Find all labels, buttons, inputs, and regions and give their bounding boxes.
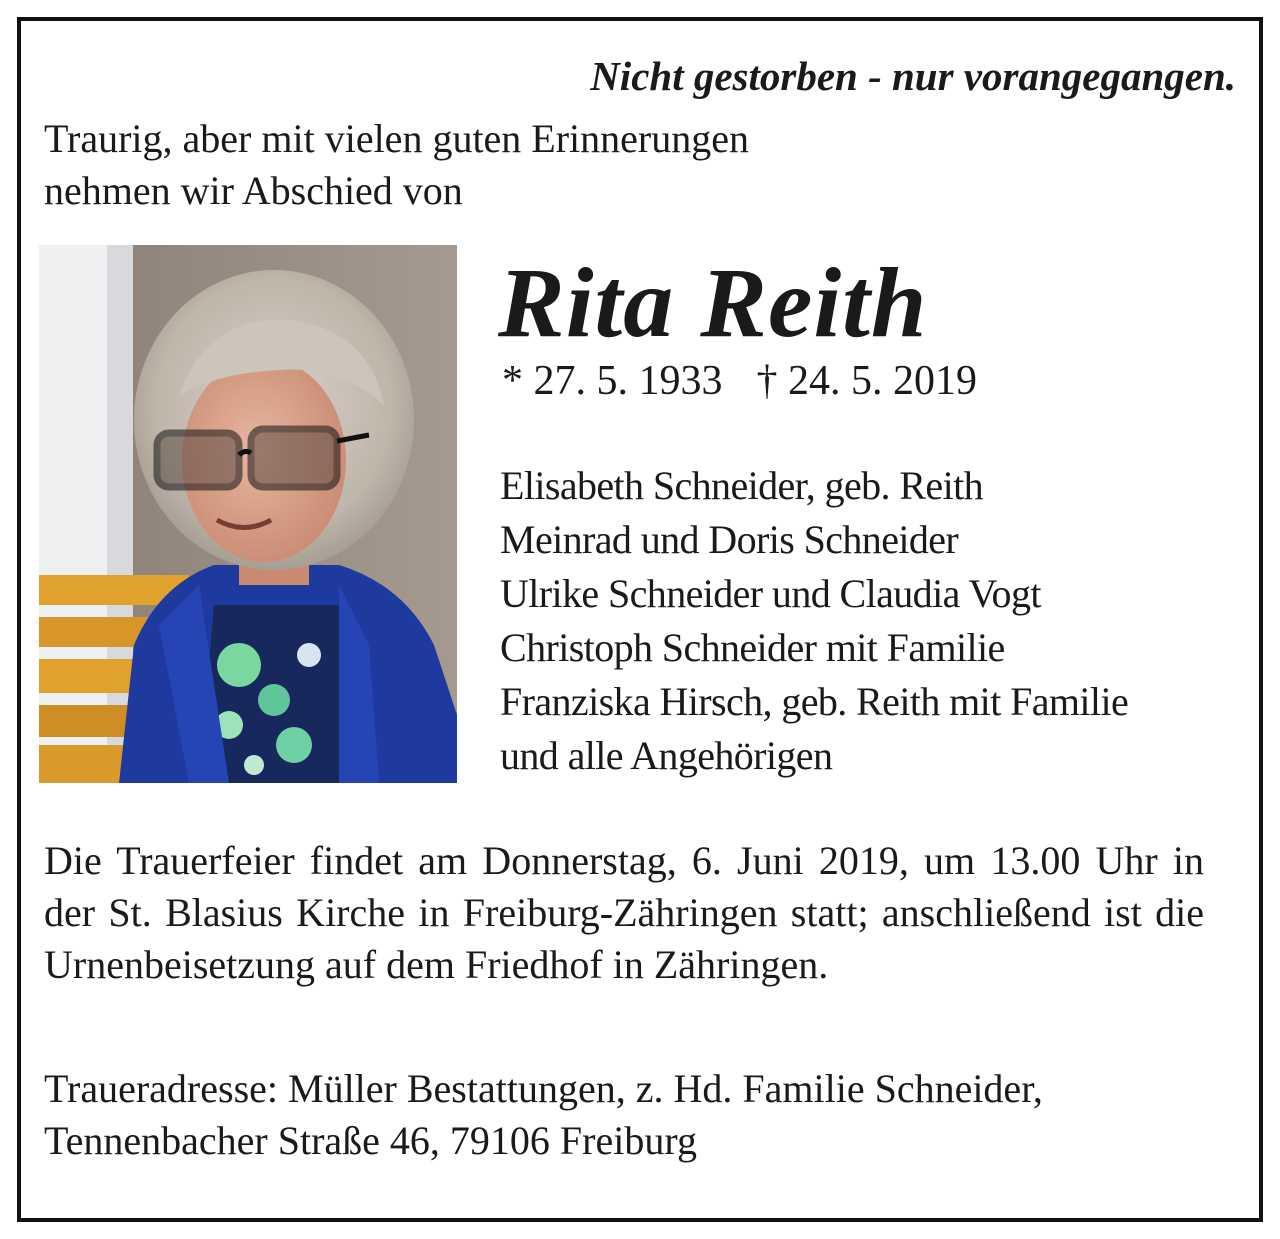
intro-line: Traurig, aber mit vielen guten Erinnerungen bbox=[44, 116, 749, 161]
mourner-line: Christoph Schneider mit Familie bbox=[500, 625, 1005, 670]
death-date: † 24. 5. 2019 bbox=[756, 358, 977, 404]
mourner-line: Meinrad und Doris Schneider bbox=[500, 517, 959, 562]
mourners-list bbox=[500, 459, 1128, 783]
intro-line: nehmen wir Abschied von bbox=[44, 168, 463, 213]
mourner-line: Ulrike Schneider und Claudia Vogt bbox=[500, 571, 1041, 616]
intro-text bbox=[44, 113, 749, 217]
address-line: Traueradresse: Müller Bestattungen, z. Hd. Familie Schneider, bbox=[44, 1066, 1043, 1111]
birth-date: * 27. 5. 1933 bbox=[502, 358, 723, 404]
life-dates bbox=[502, 356, 977, 406]
portrait-photo bbox=[39, 245, 457, 783]
motto: Nicht gestorben - nur vorangegangen. bbox=[590, 53, 1236, 99]
address-line: Tennenbacher Straße 46, 79106 Freiburg bbox=[44, 1118, 697, 1163]
mourner-line: Elisabeth Schneider, geb. Reith bbox=[500, 463, 984, 508]
mourning-address bbox=[44, 1063, 1043, 1167]
mourner-line: Franziska Hirsch, geb. Reith mit Familie bbox=[500, 679, 1129, 724]
ceremony-info: Die Trauerfeier findet am Donnerstag, 6. Juni 2019, um 13.00 Uhr in der St. Blasius Kirche in Freiburg-Zähringen statt; anschließend ist die Urnenbeisetzung auf dem Friedhof in Zähringen. bbox=[44, 838, 1204, 987]
deceased-name: Rita Reith bbox=[498, 247, 928, 358]
mourner-line: und alle Angehörigen bbox=[500, 733, 833, 778]
